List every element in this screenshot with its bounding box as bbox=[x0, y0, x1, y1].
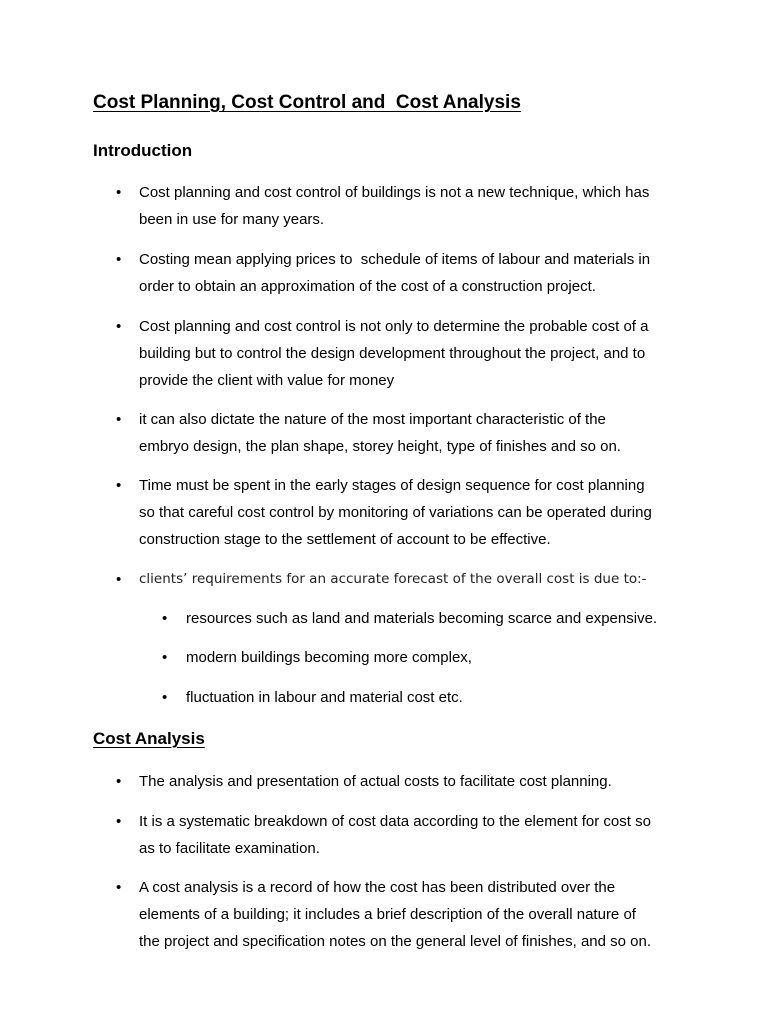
list-item: it can also dictate the nature of the most important characteristic of the embryo design, the plan shape, storey height, type of finishes and so on. bbox=[139, 411, 621, 455]
sub-list-item: fluctuation in labour and material cost etc. bbox=[186, 689, 463, 706]
list-item: clients’ requirements for an accurate forecast of the overall cost is due to:- bbox=[139, 571, 647, 587]
bullet-icon: • bbox=[116, 184, 122, 201]
bullet-icon: • bbox=[116, 251, 122, 268]
bullet-icon: • bbox=[116, 773, 122, 790]
list-item: A cost analysis is a record of how the cost has been distributed over the elements of a building; it includes a brief description of the overall nature of the project and specification notes on the general level of finishes, and so on. bbox=[139, 879, 651, 950]
introduction-heading: Introduction bbox=[93, 141, 193, 160]
sub-list-item: resources such as land and materials becoming scarce and expensive. bbox=[186, 610, 658, 627]
list-item: Cost planning and cost control is not only to determine the probable cost of a building but to control the design development throughout the project, and to provide the client with value for money bbox=[139, 318, 649, 389]
bullet-icon: • bbox=[116, 813, 122, 830]
bullet-icon: • bbox=[116, 477, 122, 494]
sub-bullet-icon: • bbox=[162, 649, 168, 666]
sub-bullet-icon: • bbox=[162, 610, 168, 627]
list-item: The analysis and presentation of actual costs to facilitate cost planning. bbox=[139, 773, 612, 790]
bullet-icon: • bbox=[116, 411, 122, 428]
document-title: Cost Planning, Cost Control and Cost Analysis bbox=[93, 92, 521, 113]
list-item: Costing mean applying prices to schedule of items of labour and materials in order to obtain an approximation of the cost of a construction project. bbox=[139, 251, 651, 295]
bullet-icon: • bbox=[116, 879, 122, 896]
bullet-icon: • bbox=[116, 571, 122, 588]
bullet-icon: • bbox=[116, 318, 122, 335]
list-item: Cost planning and cost control of buildings is not a new technique, which has been in use for many years. bbox=[139, 184, 650, 228]
list-item: Time must be spent in the early stages of design sequence for cost planning so that careful cost control by monitoring of variations can be operated during construction stage to the settlement of account to be effective. bbox=[139, 477, 652, 548]
cost-analysis-heading: Cost Analysis bbox=[93, 729, 205, 748]
sub-bullet-icon: • bbox=[162, 689, 168, 706]
list-item: It is a systematic breakdown of cost data according to the element for cost so as to facilitate examination. bbox=[139, 813, 651, 857]
sub-list-item: modern buildings becoming more complex, bbox=[186, 649, 472, 666]
